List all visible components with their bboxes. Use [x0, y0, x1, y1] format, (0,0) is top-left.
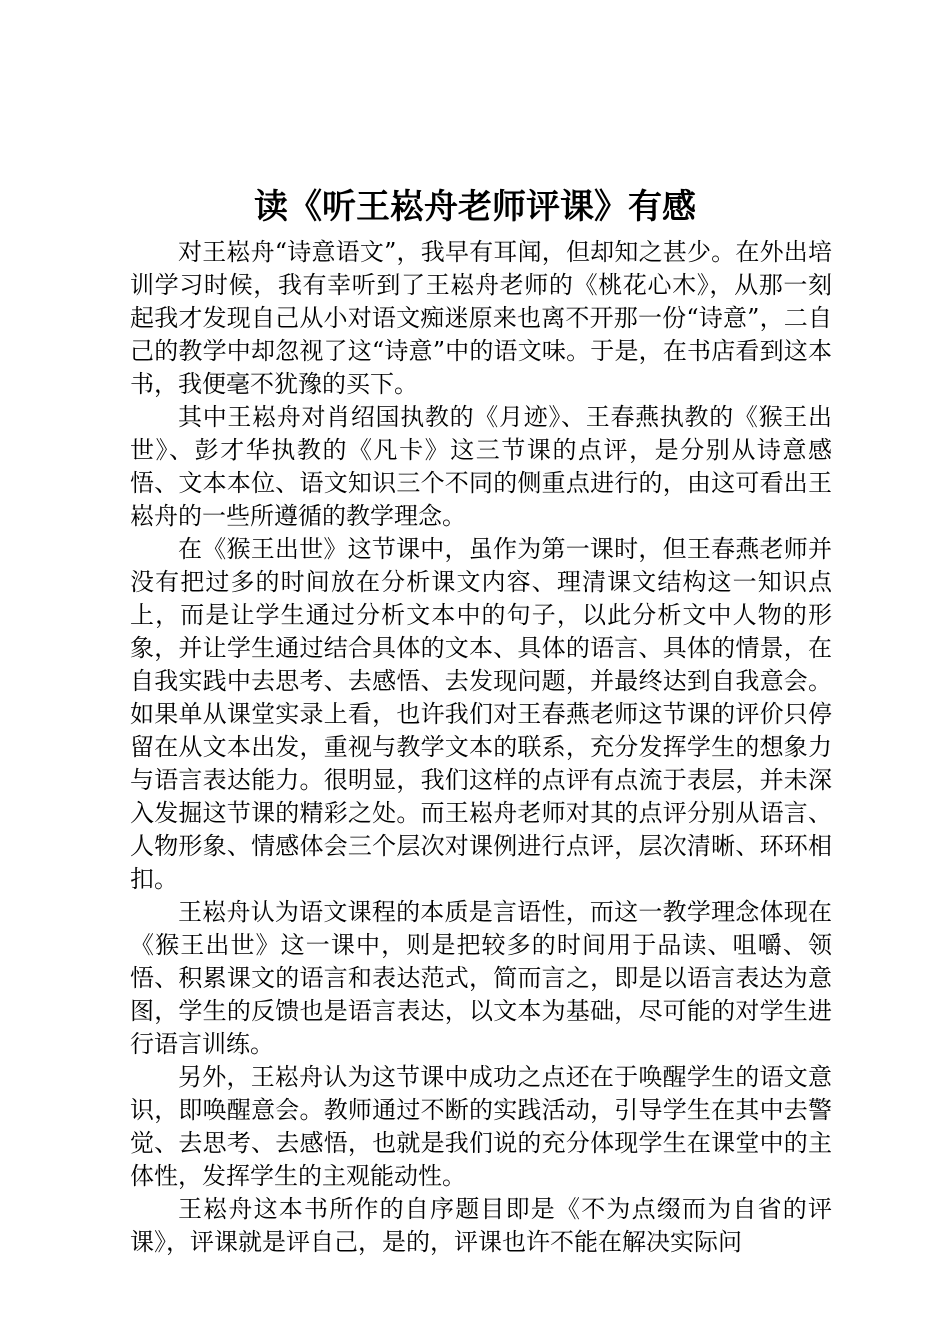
paragraph-2: 其中王崧舟对肖绍国执教的《月迹》、王春燕执教的《猴王出世》、彭才华执教的《凡卡》这三节课的点评，是分别从诗意感悟、文本本位、语文知识三个不同的侧重点进行的，由这可看出王崧舟的一些所遵循的教学理念。: [130, 403, 832, 530]
document-body: [130, 236, 832, 1259]
paragraph-6: 王崧舟这本书所作的自序题目即是《不为点缀而为自省的评课》，评课就是评自己，是的，评课也许不能在解决实际问: [130, 1195, 832, 1256]
paragraph-5: 另外，王崧舟认为这节课中成功之点还在于唤醒学生的语文意识，即唤醒意会。教师通过不断的实践活动，引导学生在其中去警觉、去思考、去感悟，也就是我们说的充分体现学生在课堂中的主体性，发挥学生的主观能动性。: [130, 1063, 832, 1190]
paragraph-3: 在《猴王出世》这节课中，虽作为第一课时，但王春燕老师并没有把过多的时间放在分析课文内容、理清课文结构这一知识点上，而是让学生通过分析文本中的句子，以此分析文中人物的形象，并让学生通过结合具体的文本、具体的语言、具体的情景，在自我实践中去思考、去感悟、去发现问题，并最终达到自我意会。如果单从课堂实录上看，也许我们对王春燕老师这节课的评价只停留在从文本出发，重视与教学文本的联系，充分发挥学生的想象力与语言表达能力。很明显，我们这样的点评有点流于表层，并未深入发掘这节课的精彩之处。而王崧舟老师对其的点评分别从语言、人物形象、情感体会三个层次对课例进行点评，层次清晰、环环相扣。: [130, 535, 832, 893]
paragraph-4: 王崧舟认为语文课程的本质是言语性，而这一教学理念体现在《猴王出世》这一课中，则是把较多的时间用于品读、咀嚼、领悟、积累课文的语言和表达范式，简而言之，即是以语言表达为意图，学生的反馈也是语言表达，以文本为基础，尽可能的对学生进行语言训练。: [130, 898, 832, 1058]
document-title: 读《听王崧舟老师评课》有感: [254, 187, 696, 227]
paragraph-1: 对王崧舟“诗意语文”，我早有耳闻，但却知之甚少。在外出培训学习时候，我有幸听到了王崧舟老师的《桃花心木》，从那一刻起我才发现自己从小对语文痴迷原来也离不开那一份“诗意”，二自己的教学中却忽视了这“诗意”中的语文味。于是，在书店看到这本书，我便毫不犹豫的买下。: [130, 238, 832, 398]
